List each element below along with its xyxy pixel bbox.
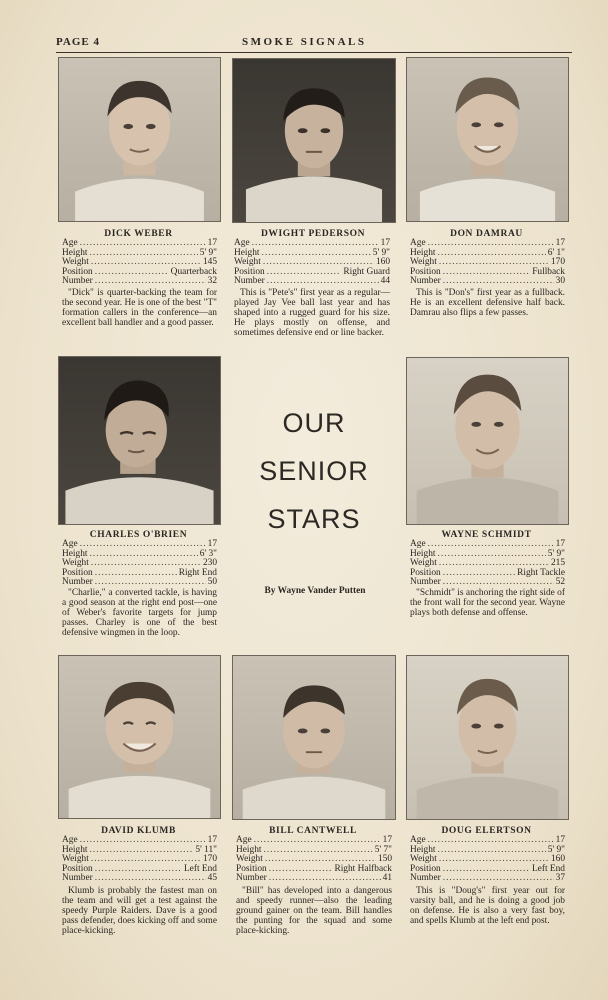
- player-name: DAVID KLUMB: [101, 826, 176, 836]
- player-name: WAYNE SCHMIDT: [441, 530, 532, 540]
- player-name: BILL CANTWELL: [269, 826, 357, 836]
- stat-height: 5' 11": [195, 844, 217, 855]
- player-photo-bill-cantwell: [232, 655, 396, 820]
- player-photo-dick-weber: [58, 57, 221, 222]
- newspaper-title: SMOKE SIGNALS: [242, 36, 367, 48]
- stat-height: 6' 1": [547, 247, 565, 258]
- stat-age: 17: [555, 238, 565, 248]
- player-photo-doug-elertson: [406, 655, 569, 820]
- stat-height: 5' 9": [199, 247, 217, 258]
- stat-position: Right End: [178, 567, 217, 578]
- player-name: CHARLES O'BRIEN: [89, 530, 188, 540]
- feature-title-line-1: OUR: [282, 408, 346, 438]
- player-stats: Age ..... 17 Height ..... 6' 1" Weight ..... 170 Position ..... Fullback Number ..... 30: [410, 239, 565, 287]
- player-name: DICK WEBER: [104, 229, 173, 239]
- page-number: PAGE 4: [56, 36, 100, 48]
- stat-position: Left End: [531, 863, 565, 874]
- page-header: [56, 36, 572, 50]
- player-stats: Age ..... 17 Height ..... 5' 11" Weight ..... 170 Position ..... Left End Number ..... 45: [62, 836, 217, 884]
- stat-position: Right Halfback: [334, 863, 392, 874]
- stat-age: 17: [382, 835, 392, 845]
- stat-number: 45: [207, 873, 217, 884]
- stat-number: 50: [207, 577, 217, 588]
- stat-weight: 160: [550, 854, 565, 865]
- player-photo-david-klumb: [58, 655, 221, 819]
- stat-age: 17: [380, 238, 390, 248]
- stat-age: 17: [207, 539, 217, 549]
- stat-weight: 230: [202, 558, 217, 569]
- stat-height: 5' 9": [372, 247, 390, 258]
- player-photo-wayne-schmidt: [406, 357, 569, 525]
- player-photo-dwight-pederson: [232, 58, 396, 223]
- stat-number: 44: [380, 276, 390, 287]
- feature-title-line-2: SENIOR: [259, 456, 369, 486]
- player-name: DON DAMRAU: [450, 229, 523, 239]
- player-bio: This is "Pete's" first year as a regular—played Jay Vee ball last year and has shaped into a rugged guard for his size. He plays mostly on offense, and sometimes defensive end or line backer.: [234, 288, 390, 338]
- stat-height: 5' 7": [374, 844, 392, 855]
- byline: By Wayne Vander Putten: [264, 586, 366, 596]
- player-bio: Klumb is probably the fastest man on the team and will get a test against the speedy Purple Raiders. Dave is a good pass defender, does kicking off and some place-kicking.: [62, 886, 217, 936]
- stat-position: Right Tackle: [517, 567, 565, 578]
- stat-position: Right Guard: [343, 266, 390, 277]
- stat-height: 5' 9": [547, 548, 565, 559]
- player-bio: This is "Don's" first year as a fullback. He is an excellent defensive half back. Damrau also flips a few passes.: [410, 288, 565, 318]
- stat-position: Left End: [183, 863, 217, 874]
- stat-age: 17: [555, 539, 565, 549]
- player-stats: Age ..... 17 Height ..... 5' 9" Weight ..... 145 Position ..... Quarterback Number ..... 32: [62, 239, 217, 287]
- stat-number: 52: [555, 577, 565, 588]
- stat-weight: 145: [202, 257, 217, 268]
- stat-weight: 160: [375, 257, 390, 268]
- player-bio: "Schmidt" is anchoring the right side of the front wall for the second year. Wayne plays both defense and offense.: [410, 588, 565, 618]
- player-photo-don-damrau: [406, 57, 569, 222]
- stat-height: 6' 3": [199, 548, 217, 559]
- player-stats: Age ..... 17 Height ..... 5' 9" Weight ..... 160 Position ..... Right Guard Number ..... 44: [234, 239, 390, 287]
- stat-position: Quarterback: [170, 266, 217, 277]
- player-bio: "Dick" is quarter-backing the team for the second year. He is one of the best "T" formation callers in the conference—an excellent ball handler and a good passer.: [62, 288, 218, 328]
- player-name: DOUG ELERTSON: [441, 826, 532, 836]
- stat-weight: 170: [550, 257, 565, 268]
- stat-age: 17: [555, 835, 565, 845]
- stat-number: 37: [555, 873, 565, 884]
- player-bio: This is "Doug's" first year out for varsity ball, and he is doing a good job on defense. He is also a very fast boy, and spells Klumb at the left end post.: [410, 886, 565, 926]
- stat-weight: 150: [377, 854, 392, 865]
- header-rule: [56, 52, 572, 53]
- player-photo-charles-obrien: [58, 356, 221, 525]
- stat-number: 30: [555, 276, 565, 287]
- stat-height: 5' 9": [547, 844, 565, 855]
- stat-weight: 215: [550, 558, 565, 569]
- player-stats: Age ..... 17 Height ..... 5' 7" Weight ..... 150 Position ..... Right Halfback Number ..... 41: [236, 836, 392, 884]
- feature-title-line-3: STARS: [267, 504, 361, 534]
- stat-number: 32: [207, 276, 217, 287]
- player-stats: Age ..... 17 Height ..... 5' 9" Weight ..... 160 Position ..... Left End Number ..... 37: [410, 836, 565, 884]
- stat-age: 17: [207, 238, 217, 248]
- stat-position: Fullback: [532, 266, 565, 277]
- player-stats: Age ..... 17 Height ..... 5' 9" Weight ..... 215 Position ..... Right Tackle Number ..... 52: [410, 540, 565, 588]
- player-stats: Age ..... 17 Height ..... 6' 3" Weight ..... 230 Position ..... Right End Number ..... 50: [62, 540, 217, 588]
- stat-weight: 170: [202, 854, 217, 865]
- stat-number: 41: [382, 873, 392, 884]
- player-name: DWIGHT PEDERSON: [260, 229, 366, 239]
- player-bio: "Charlie," a converted tackle, is having a good season at the right end post—one of Weber's favorite targets for jump passes. Charley is one of the best defensive wingmen in the loop.: [62, 588, 217, 638]
- player-bio: "Bill" has developed into a dangerous and speedy runner—also the leading ground gainer on the team. Bill handles the punting for the squad and some place-kicking.: [236, 886, 392, 936]
- stat-age: 17: [207, 835, 217, 845]
